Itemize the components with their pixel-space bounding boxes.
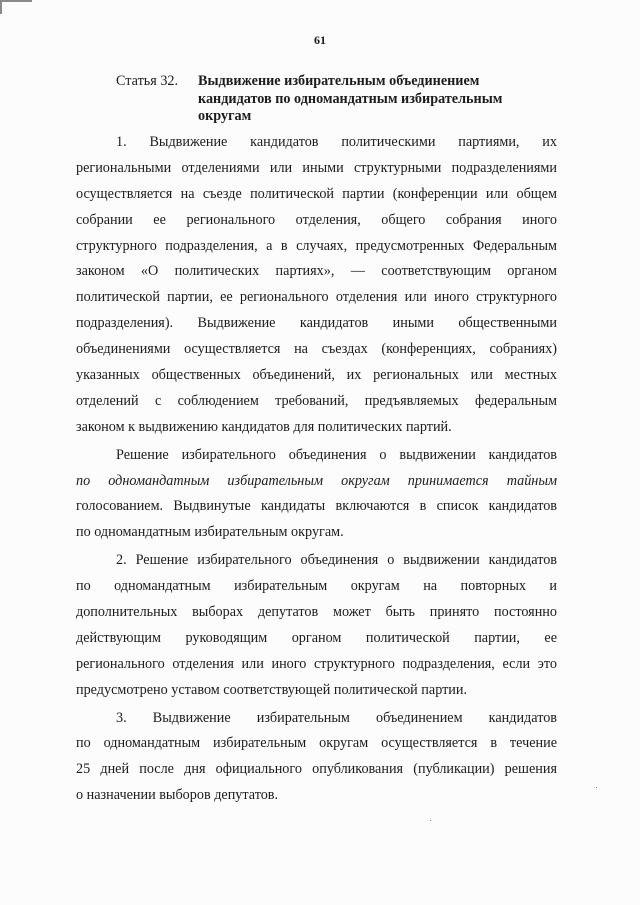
text-line: собрании ее регионального отделения, общего собрания иного (76, 211, 557, 228)
scan-edge-mark (0, 0, 2, 14)
text-line: регионального отделения или иного структурного подразделения, если это (76, 655, 557, 672)
text-line: действующим руководящим органом политической партии, ее (76, 629, 557, 646)
text-line: политической партии, ее регионального отделения или иного структурного (76, 289, 557, 306)
text-line: указанных общественных объединений, их региональных или местных (76, 367, 557, 384)
text-line: 2. Решение избирательного объединения о выдвижении кандидатов (116, 552, 557, 569)
text-line: осуществляется на съезде политической партии (конференции или общем (76, 185, 557, 202)
text-line: региональными отделениями или иными структурными подразделениями (76, 159, 557, 176)
text-line: Решение избирательного объединения о выдвижении кандидатов (116, 446, 557, 463)
text-line: объединениями осуществляется на съездах (конференциях, собраниях) (76, 341, 557, 358)
text-line: предусмотрено уставом соответствующей политической партии. (76, 681, 468, 698)
scan-speck (430, 820, 431, 821)
article-label: Статья 32. (116, 73, 179, 89)
text-line: законом к выдвижению кандидатов для политических партий. (76, 418, 452, 435)
text-line: 25 дней после дня официального опубликования (публикации) решения (76, 761, 557, 778)
article-header (116, 73, 538, 126)
text-line: структурного подразделения, а в случаях, предусмотренных Федеральным (76, 237, 557, 254)
text-line: по одномандатным избирательным округам принимается тайным (76, 472, 557, 489)
text-line: 3. Выдвижение избирательным объединением кандидатов (116, 709, 557, 726)
text-line: подразделения). Выдвижение кандидатов иными общественными (76, 315, 557, 332)
page-number: 61 (314, 33, 326, 47)
scan-edge-mark (0, 0, 32, 2)
text-line: 1. Выдвижение кандидатов политическими партиями, их (116, 134, 557, 150)
text-line: по одномандатным избирательным округам. (76, 524, 344, 541)
text-line: законом «О политических партиях», — соответствующим органом (76, 263, 557, 280)
text-line: дополнительных выборах депутатов может быть принято постоянно (76, 604, 557, 621)
text-line: голосованием. Выдвинутые кандидаты включаются в список кандидатов (76, 498, 557, 515)
scan-speck (596, 787, 597, 788)
text-line: по одномандатным избирательным округам осуществляется в течение (76, 735, 557, 752)
article-body (76, 130, 557, 809)
text-line: о назначении выборов депутатов. (76, 787, 279, 804)
text-line: отделений с соблюдением требований, предъявляемых федеральным (76, 392, 557, 409)
article-title: Выдвижение избирательным объединением кандидатов по одномандатным избирательным округам (198, 73, 503, 124)
text-line: по одномандатным избирательным округам на повторных и (76, 578, 557, 595)
